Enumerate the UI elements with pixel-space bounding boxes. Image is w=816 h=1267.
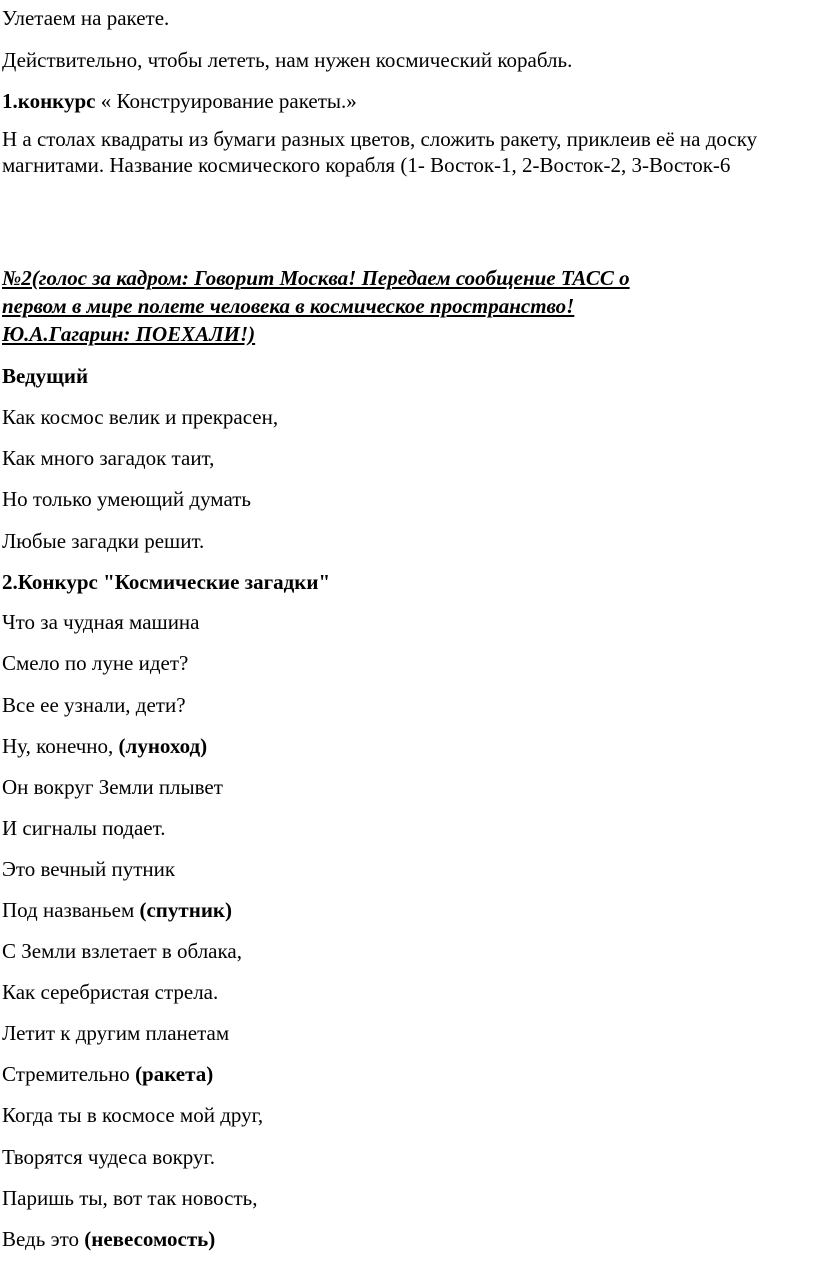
riddle-line [2,938,242,964]
intro-line-1: Улетаем на ракете. [2,6,170,30]
host-verse-line: Как много загадок таит, [2,446,215,470]
contest-1-title: « Конструирование ракеты.» [95,89,357,113]
riddle-text: Он вокруг Земли плывет [2,775,223,799]
riddle-line [2,1020,229,1046]
riddle-line [2,1144,215,1170]
riddle-text: Творятся чудеса вокруг. [2,1145,215,1169]
riddle-text: Под названьем [2,898,140,922]
riddle-text: Ведь это [2,1227,85,1251]
riddle-line [2,774,223,800]
host-verse-line: Как космос велик и прекрасен, [2,405,279,429]
riddle-line [2,1061,213,1087]
contest-1-label: 1.конкурс [2,89,96,113]
riddle-line [2,856,175,882]
riddle-line [2,733,207,759]
riddle-line [2,897,232,923]
riddle-line [2,815,165,841]
intro-line-2: Действительно, чтобы лететь, нам нужен космический корабль. [2,48,573,72]
riddle-text: С Земли взлетает в облака, [2,939,242,963]
riddle-text: Все ее узнали, дети? [2,693,186,717]
riddle-text: Это вечный путник [2,857,176,881]
riddle-text: Смело по луне идет? [2,651,189,675]
host-label: Ведущий [2,364,89,388]
contest-1-description: Н а столах квадраты из бумаги разных цветов, сложить ракету, приклеив её на доску магнитами. Название космического корабля (1- Восток-1, 2-Восток-2, 3-Восток-6 [2,127,758,177]
riddle-text: Летит к другим планетам [2,1021,230,1045]
riddle-text: Что за чудная машина [2,610,200,634]
voiceover-line-2: первом в мире полете человека в космическое пространство! [2,294,575,318]
riddle-text: Стремительно [2,1062,136,1086]
riddle-answer: (спутник) [139,898,233,922]
host-verse-line: Но только умеющий думать [2,487,251,511]
riddle-text: Паришь ты, вот так новость, [2,1186,258,1210]
riddle-line [2,979,218,1005]
riddle-line [2,1185,258,1211]
riddle-answer: (ракета) [135,1062,214,1086]
riddle-text: Как серебристая стрела. [2,980,219,1004]
riddle-answer: (луноход) [118,734,208,758]
contest-2-heading: 2.Конкурс "Космические загадки" [2,570,331,594]
contest-1-heading [2,88,357,114]
riddle-line [2,650,188,676]
riddle-text: Ну, конечно, [2,734,119,758]
voiceover-line-1: №2(голос за кадром: Говорит Москва! Передаем сообщение ТАСС о [2,266,630,290]
riddle-line [2,1226,215,1252]
riddle-line [2,609,200,635]
riddle-text: Когда ты в космосе мой друг, [2,1103,264,1127]
riddle-text: И сигналы подает. [2,816,166,840]
riddle-answer: (невесомость) [84,1227,216,1251]
riddle-line [2,692,186,718]
riddle-line [2,1102,263,1128]
voiceover-line-3: Ю.А.Гагарин: ПОЕХАЛИ!) [2,322,256,346]
host-verse-line: Любые загадки решит. [2,529,205,553]
